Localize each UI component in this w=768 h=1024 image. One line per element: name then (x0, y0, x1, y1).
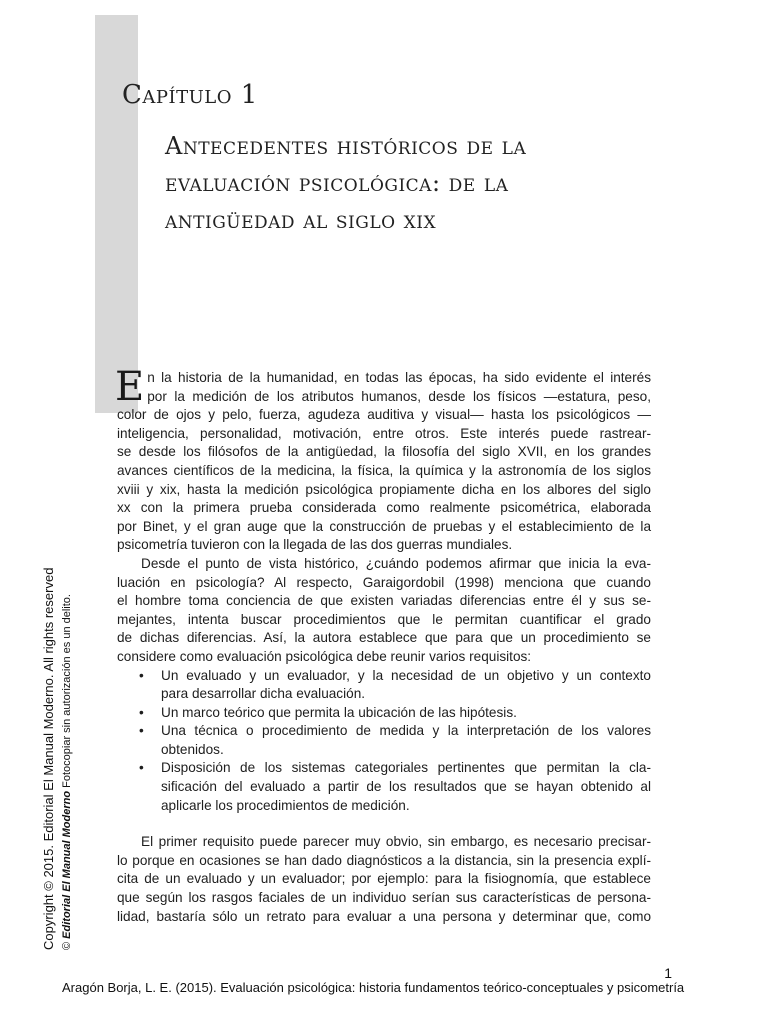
text-line: Un evaluado y un evaluador, y la necesidad de un objetivo y un contexto (161, 667, 651, 683)
text-line: lo porque en ocasiones se han dado diagnósticos a la distancia, sin la presencia explí- (117, 852, 651, 868)
text-line: n la historia de la humanidad, en todas las épocas, ha sido evidente el interés (147, 370, 651, 385)
list-item (139, 667, 651, 704)
bullet-mark: • (139, 667, 144, 683)
text-line: inteligencia, personalidad, motivación, entre otros. Este interés puede rastrear- (117, 425, 651, 441)
paragraph-requirements (117, 555, 651, 667)
copyright-side-note (40, 568, 76, 950)
text-line: Una técnica o procedimiento de medida y la interpretación de los valores (161, 723, 651, 739)
drop-cap: E (115, 364, 145, 410)
text-line: El primer requisito puede parecer muy obvio, sin embargo, es necesario precisar- (141, 834, 651, 850)
text-line: xx con la primera prueba considerada como realmente psicométrica, elaborada (117, 500, 651, 516)
chapter-title-line: Antecedentes históricos de la (165, 132, 527, 160)
chapter-label: Capítulo 1 (122, 80, 258, 110)
text-line: avances científicos de la medicina, la física, la química y la astronomía de los siglos (117, 462, 651, 478)
copyright-line: Copyright © 2015. Editorial El Manual Moderno. All rights reserved (41, 567, 56, 950)
text-line: cita de un evaluado y un evaluador; por ejemplo: para la fisiognomía, que establece (117, 871, 651, 887)
list-item (139, 722, 651, 759)
text-line: mejantes, intenta buscar procedimientos que le permitan cuantificar el grado (117, 611, 651, 627)
chapter-side-bar (95, 15, 138, 413)
requirements-list (117, 667, 651, 816)
text-line: psicometría tuvieron con la llegada de las dos guerras mundiales. (117, 537, 513, 553)
text-line: considere como evaluación psicológica debe reunir varios requisitos: (117, 648, 532, 664)
text-line: luación en psicología? Al respecto, Garaigordobil (1998) menciona que cuando (117, 574, 651, 590)
text-line: para desarrollar dicha evaluación. (161, 686, 366, 702)
chapter-title (165, 128, 685, 239)
text-line: lidad, bastaría sólo un retrato para evaluar a una persona y determinar que, como (117, 908, 651, 924)
bullet-mark: • (139, 723, 144, 739)
text-line: por Binet, y el gran auge que la construcción de pruebas y el establecimiento de la (117, 518, 651, 534)
page-number: 1 (664, 965, 672, 981)
list-item (139, 759, 651, 815)
text-line: que según los rasgos faciales de un individuo serían sus características de persona- (117, 890, 651, 906)
text-line: de dichas diferencias. Así, la autora establece que para que un procedimiento se (117, 630, 651, 646)
list-item (139, 704, 651, 723)
photocopy-warning (58, 568, 76, 950)
chapter-title-line: evaluación psicológica: de la (165, 169, 509, 197)
text-line: obtenidos. (161, 741, 224, 757)
bullet-mark: • (139, 760, 144, 776)
paragraph-first-requirement (117, 833, 651, 926)
paragraph-intro (115, 364, 651, 555)
text-line: color de ojos y pelo, fuerza, agudeza auditiva y visual— hasta los psicológicos — (117, 407, 651, 423)
warning-text: Fotocopiar sin autorización es un delito. (61, 594, 73, 788)
text-line: se desde los filósofos de la antigüedad, la filosofía del siglo XVII, en los grandes (117, 444, 651, 460)
copyright-symbol: © (61, 941, 73, 950)
chapter-title-line: antigüedad al siglo xix (165, 206, 437, 234)
text-line: Disposición de los sistemas categoriales pertinentes que permitan la cla- (161, 760, 651, 776)
text-line: aplicarle los procedimientos de medición. (161, 797, 410, 813)
body-text (115, 364, 651, 926)
paragraph-gap (117, 815, 651, 833)
publisher-name: Editorial El Manual Moderno (61, 790, 73, 939)
text-line: Desde el punto de vista histórico, ¿cuándo podemos afirmar que inicia la eva- (141, 555, 651, 571)
text-line: por la medición de los atributos humanos, desde los físicos —estatura, peso, (147, 388, 651, 404)
text-line: Un marco teórico que permita la ubicación de las hipótesis. (161, 704, 517, 720)
text-line: xviii y xix, hasta la medición psicológica propiamente dicha en los albores del siglo (117, 481, 651, 497)
text-line: sificación del evaluado a partir de los resultados que se hayan obtenido al (161, 779, 651, 795)
footer-citation: Aragón Borja, L. E. (2015). Evaluación psicológica: historia fundamentos teórico-conceptuales y psicometría (62, 980, 685, 995)
bullet-mark: • (139, 704, 144, 720)
text-line: el hombre toma conciencia de que existen variadas diferencias entre él y sus se- (117, 593, 651, 609)
